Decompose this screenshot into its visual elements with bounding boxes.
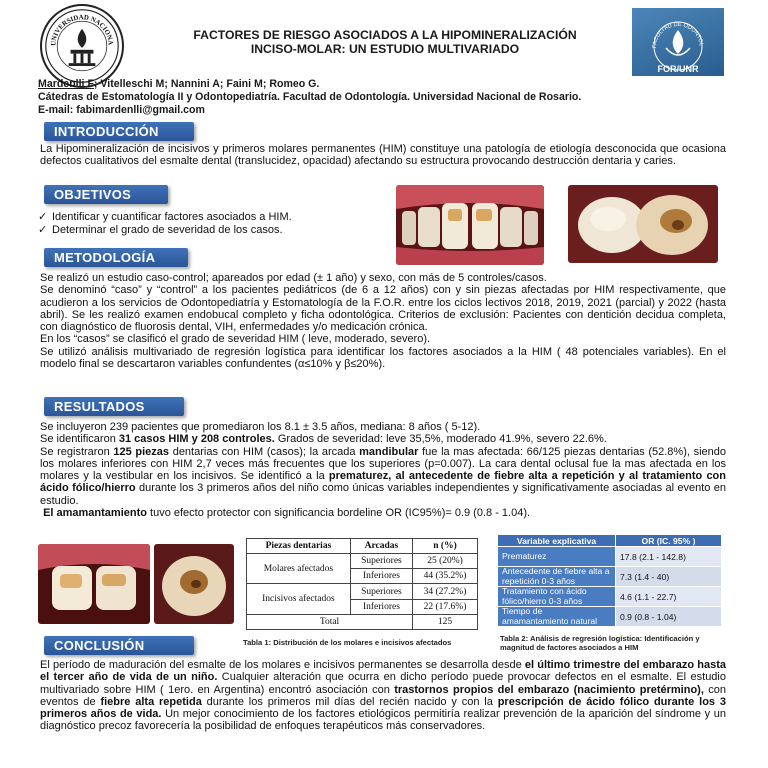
arcada-cell: Superiores xyxy=(350,554,412,569)
for-unr-logo xyxy=(632,8,724,76)
logo-right-text: FOR/UNR xyxy=(657,64,699,74)
group-name: Incisivos afectados xyxy=(247,584,351,614)
arcada-cell: Inferiores xyxy=(350,569,412,584)
table-header-row xyxy=(247,539,478,554)
section-objetivos: OBJETIVOS xyxy=(44,185,168,204)
section-metodologia: METODOLOGÍA xyxy=(44,248,188,267)
intro-text: La Hipomineralización de incisivos y primeros molares permanentes (HIM) constituye una patología de etiología desconocida que ocasiona defectos cualitativos del esmalte dental (translucidez, opacidad) afectando su estructura provocando destrucción dentaria y caries. xyxy=(40,143,726,168)
logo-left-text: UNIVERSIDAD NACIONA xyxy=(50,14,114,47)
logo-right-arc-text: FACULTAD DE ODONTOL xyxy=(651,21,704,49)
resultados-r3: Se registraron 125 piezas dentarias con HIM (casos); la arcada mandibular fue la mas afectada: 66/125 piezas dentarias (52.8%), siendo los molares inferiores con HIM 2,7 veces más frecuentes que los superiores (p=0.007). La cara dental oclusal fue la mas afectada en los molares y la vestibular en los incisivos. Se identificó a la prematurez, al antecedente de fiebre alta a repetición y al tratamiento con ácido fólico/hierro durante los 3 primeros años del niño como únicas variables independientes y significativamente asociadas al evento en estudio. xyxy=(40,445,727,507)
table2-caption: Tabla 2: Análisis de regresión logística: Identificación y magnitud de factores asociados a HIM xyxy=(500,634,700,652)
section-conclusion: CONCLUSIÓN xyxy=(44,636,194,655)
table-row xyxy=(498,547,722,567)
table-total-row xyxy=(247,614,478,629)
table-regression xyxy=(497,534,722,627)
metodologia-text xyxy=(40,272,726,370)
total-label: Total xyxy=(247,614,413,629)
title-line-2: INCISO-MOLAR: UN ESTUDIO MULTIVARIADO xyxy=(250,42,520,56)
col-header: Piezas dentarias xyxy=(247,539,351,554)
section-resultados: RESULTADOS xyxy=(44,397,184,416)
photo-molars-top xyxy=(568,185,718,263)
resultados-r1: Se incluyeron 239 pacientes que promediaron los 8.1 ± 3.5 años, mediana: 8 años ( 5-12). xyxy=(40,421,481,433)
col-header: Arcadas xyxy=(350,539,412,554)
photo-incisors-bottom xyxy=(38,544,150,624)
col-header: n (%) xyxy=(413,539,478,554)
authors-block xyxy=(38,78,678,117)
table-row xyxy=(247,584,478,599)
check-icon: ✓ xyxy=(38,224,48,236)
metodologia-p1: Se realizó un estudio caso-control; apareados por edad (± 1 año) y sexo, con más de 5 controles/casos. xyxy=(40,272,547,284)
svg-text:FACULTAD DE ODONTOLOGÍA · UNR xyxy=(632,8,704,48)
group-name: Molares afectados xyxy=(247,554,351,584)
objetivo-item: ✓ Determinar el grado de severidad de los casos. xyxy=(38,224,283,236)
table-row xyxy=(498,607,722,627)
col-header: Variable explicativa xyxy=(498,535,616,547)
objetivo-item: ✓ Identificar y cuantificar factores asociados a HIM. xyxy=(38,211,292,223)
variable-cell: Tratamiento con ácido fólico/hierro 0-3 años xyxy=(498,587,616,607)
n-cell: 25 (20%) xyxy=(413,554,478,569)
or-cell: 4.6 (1.1 - 22.7) xyxy=(616,587,722,607)
variable-cell: Prematurez xyxy=(498,547,616,567)
table-row xyxy=(498,567,722,587)
section-introduccion: INTRODUCCIÓN xyxy=(44,122,194,141)
table-distribution xyxy=(246,538,478,630)
n-cell: 44 (35.2%) xyxy=(413,569,478,584)
or-cell: 0.9 (0.8 - 1.04) xyxy=(616,607,722,627)
table-header-row xyxy=(498,535,722,547)
photo-incisors-top xyxy=(396,185,544,265)
unr-logo xyxy=(40,4,124,88)
title-line-1: FACTORES DE RIESGO ASOCIADOS A LA HIPOMINERALIZACIÓN xyxy=(193,28,577,42)
variable-cell: Tiempo de amamantamiento natural xyxy=(498,607,616,627)
table-row xyxy=(498,587,722,607)
author-main: Mardenlli F xyxy=(38,78,94,90)
col-header: OR (IC. 95% ) xyxy=(616,535,722,547)
arcada-cell: Superiores xyxy=(350,584,412,599)
affiliation: Cátedras de Estomatología II y Odontopediatría. Facultad de Odontología. Universidad Nacional de Rosario. xyxy=(38,91,582,103)
total-value: 125 xyxy=(413,614,478,629)
resultados-text xyxy=(40,421,726,519)
n-cell: 22 (17.6%) xyxy=(413,599,478,614)
variable-cell: Antecedente de fiebre alta a repetición 0-3 años xyxy=(498,567,616,587)
resultados-r2: Se identificaron 31 casos HIM y 208 controles. Grados de severidad: leve 35,5%, moderado 41.9%, severo 22.6%. xyxy=(40,433,607,446)
conclusion-text: El período de maduración del esmalte de los molares e incisivos permanentes se desarrolla desde el último trimestre del embarazo hasta el tercer año de vida de un niño. Cualquier alteración que ocurra en dicho período puede provocar defectos en el esmalte. El estudio multivariado sobre HIM ( 1ero. en Argentina) encontró asociación con trastornos propios del embarazo (nacimiento pretérmino), con eventos de fiebre alta repetida durante los primeros mil días del recién nacido y con la prescripción de ácido fólico durante los 3 primeros años de vida. Un mejor conocimiento de los factores etiológicos permitiría realizar prevención de la aparición del síndrome y un diagnóstico precoz favorecería la posibilidad de enfoques terapéuticos más conservadores. xyxy=(40,659,727,733)
resultados-r4: El amamantamiento tuvo efecto protector con significancia bordeline OR (IC95%)= 0.9 (0.8 - 1.04). xyxy=(43,507,531,520)
or-cell: 17.8 (2.1 - 142.8) xyxy=(616,547,722,567)
photo-molar-bottom xyxy=(154,544,234,624)
objetivos-list xyxy=(38,211,388,237)
check-icon: ✓ xyxy=(38,211,48,223)
n-cell: 34 (27.2%) xyxy=(413,584,478,599)
table-row xyxy=(247,554,478,569)
table1-caption: Tabla 1: Distribución de los molares e incisivos afectados xyxy=(243,638,452,647)
email: E-mail: fabimardenlli@gmail.com xyxy=(38,104,205,116)
arcada-cell: Inferiores xyxy=(350,599,412,614)
metodologia-p2: Se denominó “caso” y “control” a los pacientes pediátricos (de 6 a 12 años) con y sin piezas afectadas por HIM respectivamente, que acudieron a los servicios de Odontopediatría y Estomatología de la F.O.R. entre los ciclos lectivos 2018, 2019, 2021 (parcial) y 2022 (hasta abril). Se les realizó examen endobucal completo y ficha odontológica. Criterios de exclusión: Pacientes con dentición decidua completa, con diagnóstico de fluorosis dental, VIH, enfermedades y/o medicación crónica. xyxy=(40,284,726,334)
authors-rest: ; Vitelleschi M; Nannini A; Faini M; Romeo G. xyxy=(93,78,320,90)
poster-title xyxy=(150,28,620,56)
metodologia-p3: En los “casos” se clasificó el grado de severidad HIM ( leve, moderado, severo). xyxy=(40,333,431,346)
or-cell: 7.3 (1.4 - 40) xyxy=(616,567,722,587)
metodologia-p4: Se utilizó análisis multivariado de regresión logística para identificar los factores asociados a la HIM ( 48 potenciales variables). En el modelo final se descartaron variables confundentes (α≤10% y β≤20%). xyxy=(40,345,726,371)
